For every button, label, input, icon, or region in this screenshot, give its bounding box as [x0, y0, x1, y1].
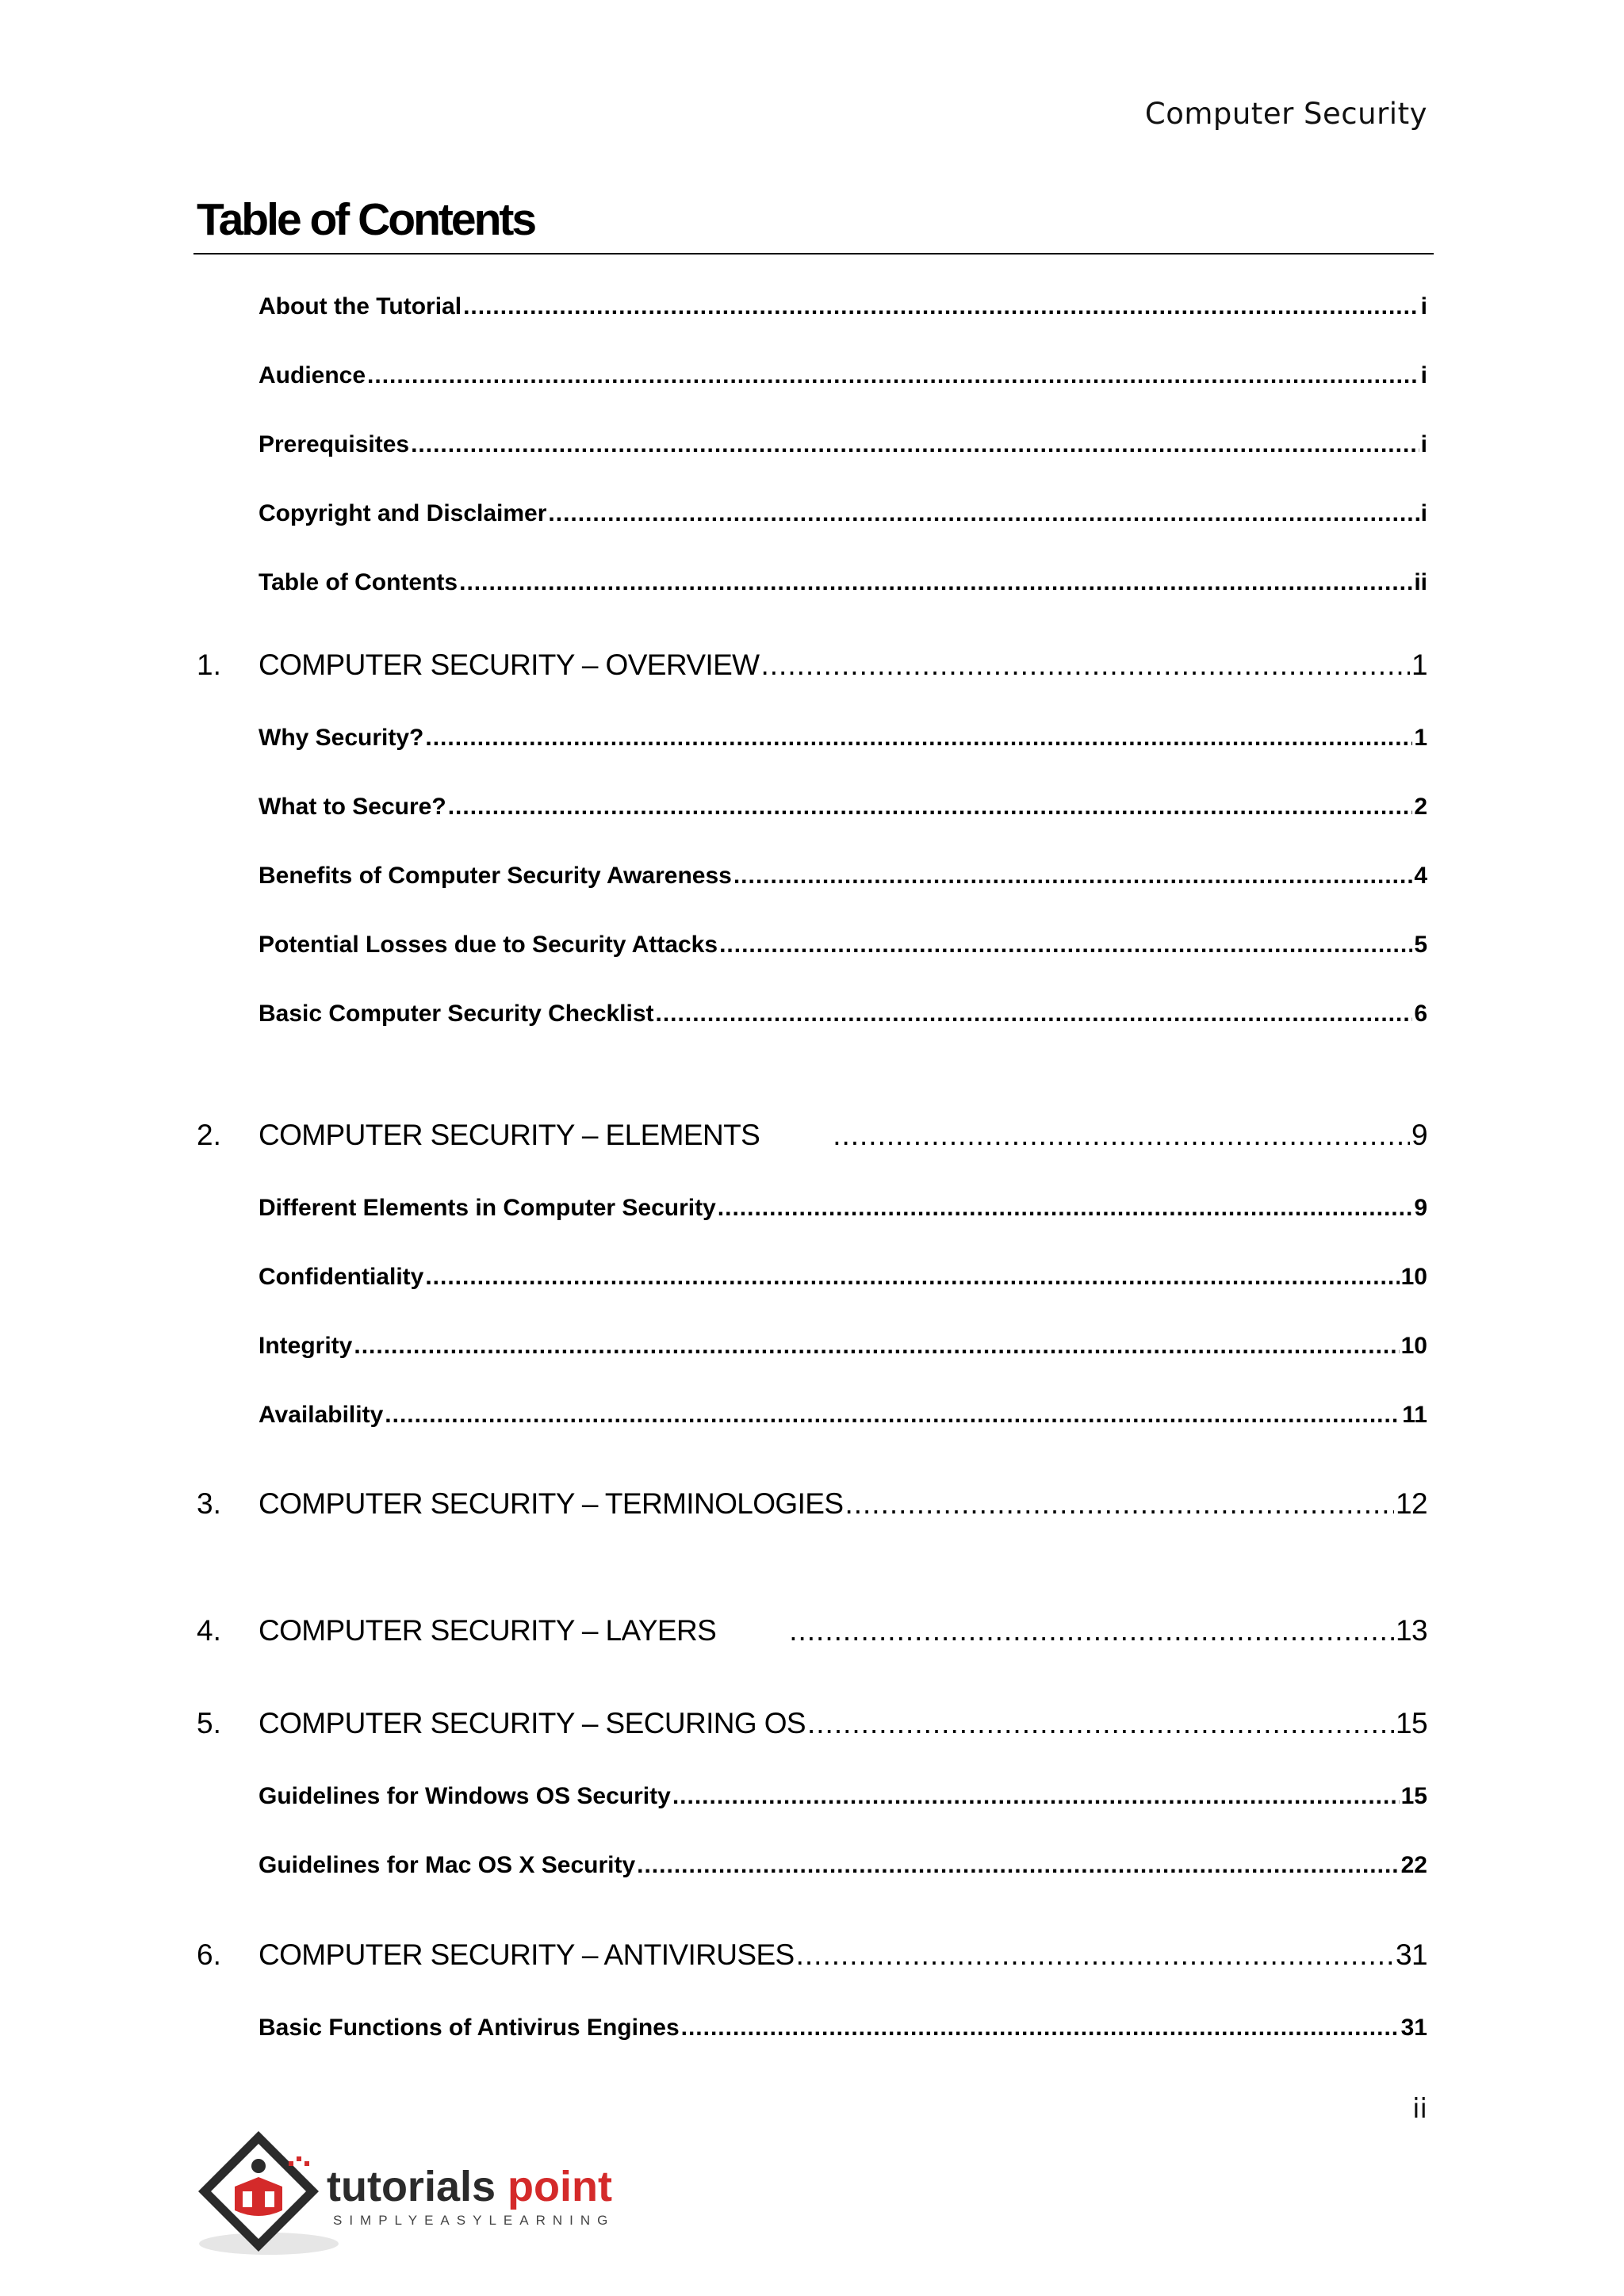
- toc-dot-leader: [718, 1195, 1413, 1222]
- toc-dot-leader: [672, 1783, 1400, 1810]
- toc-entry-label: Basic Computer Security Checklist: [259, 1001, 654, 1027]
- toc-entry-label: Availability: [259, 1402, 384, 1428]
- toc-section-entry[interactable]: [259, 2015, 1427, 2049]
- toc-dot-leader: [548, 500, 1419, 527]
- toc-entry-page: 11: [1402, 1402, 1427, 1428]
- toc-section-entry[interactable]: [259, 500, 1427, 535]
- toc-section-entry[interactable]: [259, 431, 1427, 466]
- toc-chapter-entry[interactable]: [259, 1614, 1427, 1655]
- toc-section-entry[interactable]: [259, 362, 1427, 397]
- toc-entry-label: Confidentiality: [259, 1264, 424, 1290]
- toc-chapter-entry[interactable]: [259, 649, 1427, 690]
- chapter-number: 5.: [197, 1707, 221, 1739]
- toc-entry-label: Why Security?: [259, 725, 424, 751]
- toc-entry-page: i: [1420, 362, 1427, 388]
- toc-entry-label: COMPUTER SECURITY – OVERVIEW: [259, 649, 760, 681]
- toc-entry-page: 5: [1414, 932, 1427, 958]
- toc-dot-leader: [637, 1852, 1399, 1879]
- toc-entry-label: About the Tutorial: [259, 293, 462, 320]
- toc-dot-leader: [354, 1333, 1399, 1360]
- toc-entry-page: 9: [1411, 1119, 1427, 1151]
- toc-entry-page: 6: [1414, 1001, 1427, 1027]
- toc-chapter-entry[interactable]: [259, 1487, 1427, 1529]
- tutorialspoint-logo: [193, 2125, 669, 2267]
- toc-entry-label: COMPUTER SECURITY – ANTIVIRUSES: [259, 1938, 795, 1971]
- toc-entry-page: 12: [1396, 1487, 1427, 1520]
- toc-dot-leader: [425, 725, 1412, 752]
- logo-tagline: SIMPLYEASYLEARNING: [333, 2213, 615, 2228]
- logo-diamond-icon: [198, 2131, 319, 2252]
- toc-dot-leader: [681, 2015, 1400, 2042]
- toc-section-entry[interactable]: [259, 932, 1427, 966]
- logo-wordmark-point: point: [508, 2163, 612, 2210]
- toc-dot-leader: [719, 932, 1412, 959]
- chapter-number: 2.: [197, 1119, 221, 1151]
- toc-chapter-entry[interactable]: [259, 1707, 1427, 1748]
- toc-section-entry[interactable]: [259, 1852, 1427, 1887]
- toc-entry-page: i: [1420, 500, 1427, 526]
- toc-dot-leader: [448, 794, 1413, 821]
- page-header: Computer Security: [1144, 97, 1427, 131]
- toc-entry-label: Copyright and Disclaimer: [259, 500, 547, 526]
- toc-section-entry[interactable]: [259, 1333, 1427, 1368]
- toc-entry-label: Benefits of Computer Security Awareness: [259, 863, 732, 889]
- toc-entry-page: 31: [1396, 1938, 1427, 1971]
- toc-entry-label: Basic Functions of Antivirus Engines: [259, 2015, 680, 2041]
- toc-dot-leader: [796, 1938, 1394, 1972]
- toc-dot-leader: [463, 293, 1419, 320]
- toc-entry-page: 2: [1414, 794, 1427, 820]
- page-title: Table of Contents: [197, 194, 535, 245]
- toc-entry-page: 1: [1414, 725, 1427, 751]
- toc-chapter-entry[interactable]: [259, 1938, 1427, 1980]
- toc-entry-label: Guidelines for Windows OS Security: [259, 1783, 671, 1809]
- toc-entry-page: 10: [1400, 1333, 1427, 1359]
- toc-entry-page: 15: [1396, 1707, 1427, 1739]
- chapter-number: 3.: [197, 1487, 221, 1520]
- toc-dot-leader: [367, 362, 1419, 389]
- logo-wordmark-tutorials: tutorials: [327, 2163, 496, 2210]
- toc-section-entry[interactable]: [259, 1783, 1427, 1818]
- toc-entry-label: Different Elements in Computer Security: [259, 1195, 716, 1221]
- toc-entry-page: 22: [1400, 1852, 1427, 1878]
- toc-entry-label: Potential Losses due to Security Attacks: [259, 932, 718, 958]
- toc-entry-page: 13: [1396, 1614, 1427, 1647]
- toc-entry-label: Guidelines for Mac OS X Security: [259, 1852, 636, 1878]
- toc-entry-label: Integrity: [259, 1333, 353, 1359]
- toc-entry-page: 4: [1414, 863, 1427, 889]
- toc-section-entry[interactable]: [259, 569, 1427, 604]
- toc-entry-label: What to Secure?: [259, 794, 446, 820]
- toc-section-entry[interactable]: [259, 293, 1427, 328]
- chapter-number: 4.: [197, 1614, 221, 1647]
- toc-dot-leader: [411, 431, 1419, 458]
- toc-entry-page: ii: [1414, 569, 1427, 595]
- toc-entry-page: 31: [1400, 2015, 1427, 2041]
- toc-dot-leader: [833, 1119, 1410, 1152]
- toc-entry-label: Table of Contents: [259, 569, 458, 595]
- toc-entry-page: 15: [1400, 1783, 1427, 1809]
- toc-section-entry[interactable]: [259, 1264, 1427, 1299]
- chapter-number: 1.: [197, 649, 221, 681]
- toc-entry-page: 10: [1400, 1264, 1427, 1290]
- toc-entry-page: i: [1420, 293, 1427, 320]
- toc-dot-leader: [656, 1001, 1413, 1027]
- toc-section-entry[interactable]: [259, 725, 1427, 760]
- toc-section-entry[interactable]: [259, 794, 1427, 828]
- toc-entry-page: 1: [1411, 649, 1427, 681]
- page-number: ii: [1412, 2093, 1427, 2125]
- toc-section-entry[interactable]: [259, 1001, 1427, 1035]
- toc-dot-leader: [385, 1402, 1400, 1429]
- toc-entry-label: COMPUTER SECURITY – LAYERS: [259, 1614, 717, 1647]
- toc-dot-leader: [761, 649, 1411, 682]
- toc-section-entry[interactable]: [259, 1402, 1427, 1437]
- chapter-number: 6.: [197, 1938, 221, 1971]
- toc-entry-label: COMPUTER SECURITY – SECURING OS: [259, 1707, 806, 1739]
- toc-section-entry[interactable]: [259, 863, 1427, 897]
- toc-entry-page: 9: [1414, 1195, 1427, 1221]
- toc-entry-label: Audience: [259, 362, 366, 388]
- toc-entry-label: Prerequisites: [259, 431, 410, 457]
- toc-dot-leader: [807, 1707, 1394, 1740]
- toc-dot-leader: [459, 569, 1412, 596]
- toc-dot-leader: [733, 863, 1412, 890]
- toc-entry-label: COMPUTER SECURITY – ELEMENTS: [259, 1119, 760, 1151]
- toc-entry-label: COMPUTER SECURITY – TERMINOLOGIES: [259, 1487, 844, 1520]
- toc-section-entry[interactable]: [259, 1195, 1427, 1230]
- toc-dot-leader: [425, 1264, 1399, 1291]
- toc-chapter-entry[interactable]: [259, 1119, 1427, 1160]
- toc-dot-leader: [845, 1487, 1394, 1521]
- toc-dot-leader: [789, 1614, 1394, 1647]
- toc-entry-page: i: [1420, 431, 1427, 457]
